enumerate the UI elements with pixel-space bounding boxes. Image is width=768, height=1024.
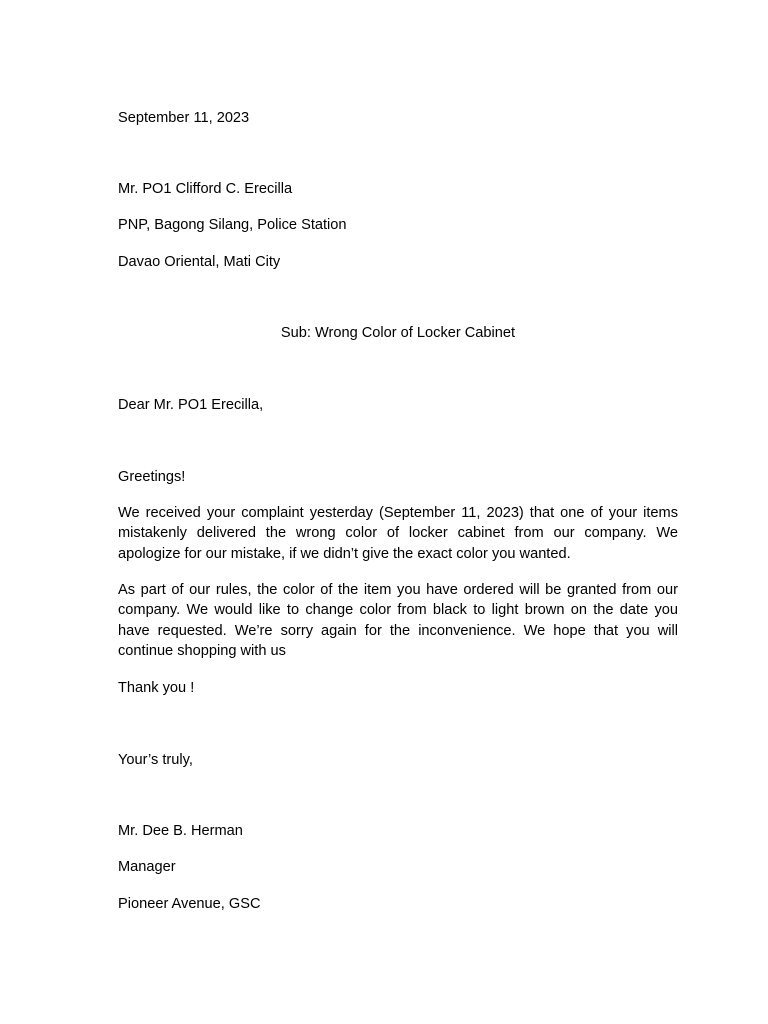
recipient-name: Mr. PO1 Clifford C. Erecilla (118, 181, 293, 197)
thank-you: Thank you ! (118, 680, 195, 696)
body-paragraph-1: We received your complaint yesterday (September 11, 2023) that one of your items mistakenly delivered the wrong color of locker cabinet from our company. We apologize for our mistake, if we didn’t give the exact color you wanted. (118, 505, 678, 562)
letter-date: September 11, 2023 (118, 110, 250, 126)
sender-address: Pioneer Avenue, GSC (118, 896, 261, 912)
letter-subject: Sub: Wrong Color of Locker Cabinet (280, 325, 516, 341)
sender-name: Mr. Dee B. Herman (118, 823, 243, 839)
recipient-organization: PNP, Bagong Silang, Police Station (118, 217, 347, 233)
closing: Your’s truly, (118, 752, 193, 768)
recipient-address: Davao Oriental, Mati City (118, 254, 281, 270)
sender-title: Manager (118, 859, 176, 875)
body-paragraph-2: As part of our rules, the color of the item you have ordered will be granted from our company. We would like to change color from black to light brown on the date you have requested. We’re sorry again for the inconvenience. We hope that you will continue shopping with us (118, 582, 678, 659)
greeting: Greetings! (118, 469, 186, 485)
salutation: Dear Mr. PO1 Erecilla, (118, 397, 264, 413)
